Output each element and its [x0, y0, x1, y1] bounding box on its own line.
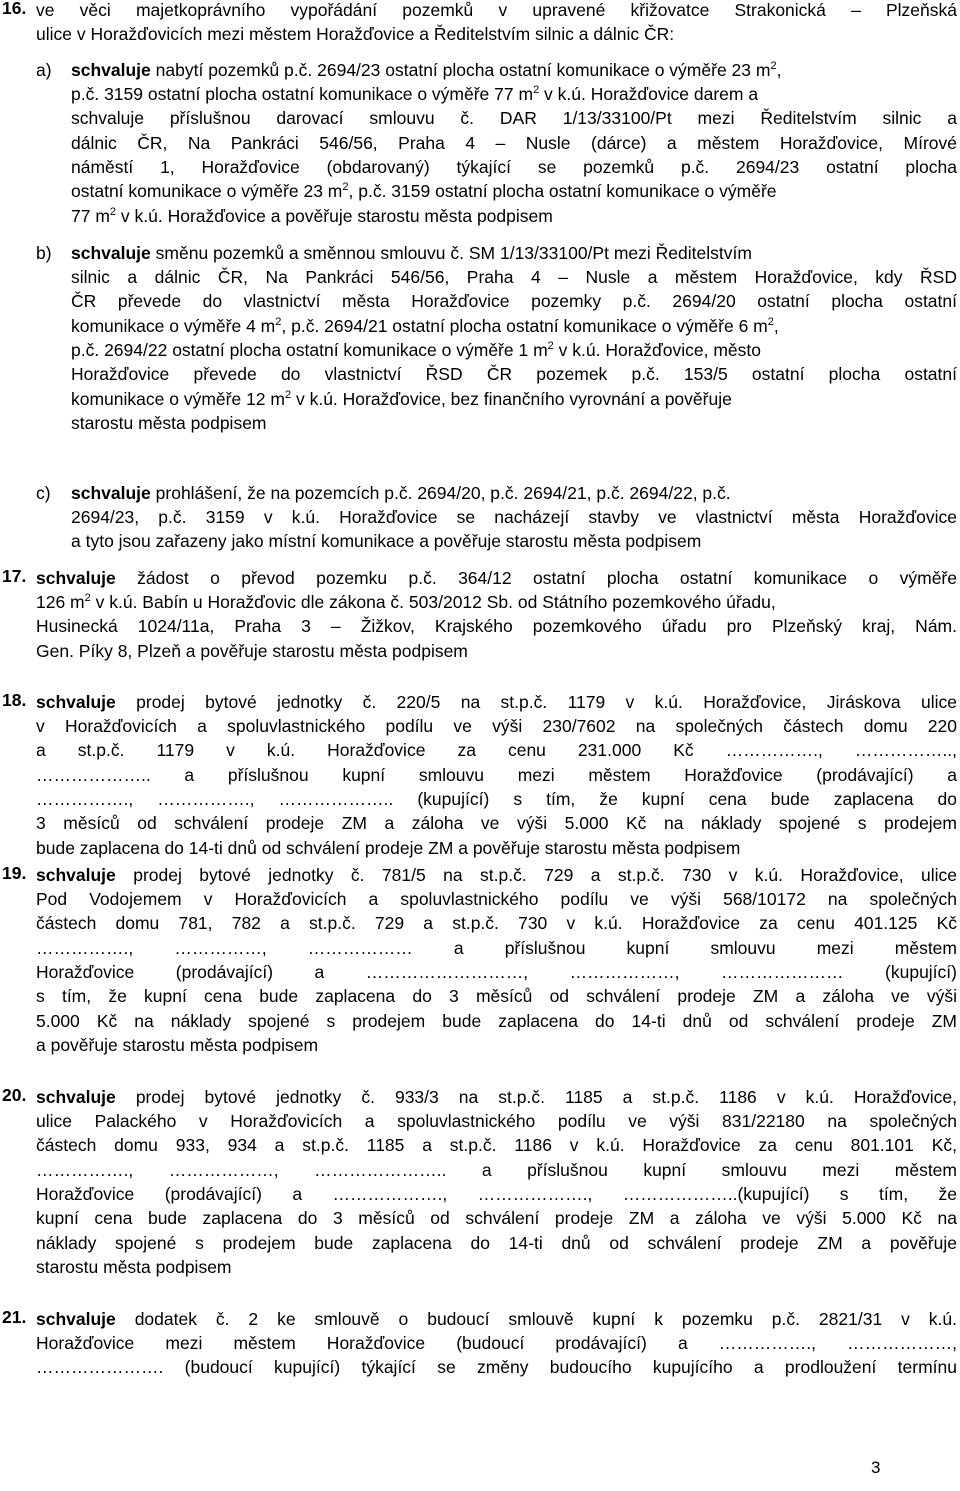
- item-text-line: starostu města podpisem: [36, 1257, 232, 1277]
- keyword-schvaluje: schvaluje: [71, 483, 151, 503]
- item-text-line: [36, 1307, 957, 1331]
- sub-item-label: a): [36, 60, 52, 80]
- text-span: v k.ú. Horažďovice a pověřuje starostu města podpisem: [116, 206, 553, 226]
- item-text-line: Horažďovice (prodávající) a ………………………, ………………, ………………… (kupující): [36, 962, 957, 982]
- item-text-line: ……………., ……………, ……………… a příslušnou kupní smlouvu mezi městem: [36, 938, 957, 958]
- item-text-line: Horažďovice (prodávající) a ………………., ………………., ………………..(kupující) s tím, že: [36, 1184, 957, 1204]
- keyword-schvaluje: schvaluje: [71, 243, 151, 263]
- superscript: 2: [284, 389, 292, 402]
- item-text-line: [36, 863, 957, 887]
- text-span: prodej bytové jednotky č. 220/5 na st.p.č. 1179 v k.ú. Horažďovice, Jiráskova ulice: [136, 692, 957, 712]
- item-text-line: a pověřuje starostu města podpisem: [36, 1035, 319, 1055]
- item-text-line: Husinecká 1024/11a, Praha 3 – Žižkov, Krajského pozemkového úřadu pro Plzeňský kraj, Nám.: [36, 616, 957, 636]
- item-text-line: částech domu 781, 782 a st.p.č. 729 a st.p.č. 730 v k.ú. Horažďovice za cenu 401.125 Kč: [36, 913, 957, 933]
- sub-item-b-line-7: [71, 387, 732, 411]
- item-number: 20.: [2, 1085, 27, 1105]
- item-text-line: …………………. (budoucí kupující) týkající se změny budoucího kupujícího a prodloužení termínu: [36, 1357, 957, 1377]
- sub-item-b-line-8: starostu města podpisem: [71, 413, 267, 433]
- keyword-schvaluje: schvaluje: [36, 692, 116, 712]
- text-span: prodej bytové jednotky č. 933/3 na st.p.č. 1185 a st.p.č. 1186 v k.ú. Horažďovice,: [135, 1087, 957, 1107]
- item-text-line: 3 měsíců od schválení prodeje ZM a záloha ve výši 5.000 Kč na náklady spojené s prodejem: [36, 813, 957, 833]
- text-span: žádost o převod pozemku p.č. 364/12 ostatní plocha ostatní komunikace o výměře: [137, 568, 957, 588]
- sub-item-b-line-3: ČR převede do vlastnictví města Horažďovice pozemky p.č. 2694/20 ostatní plocha ostatní: [71, 291, 957, 311]
- item-text-line: v Horažďovicích a spoluvlastnického podílu ve výši 230/7602 na společných částech domu 220: [36, 716, 957, 736]
- text-span: 126 m: [36, 592, 85, 612]
- superscript: 2: [767, 316, 774, 329]
- superscript: 2: [275, 316, 282, 329]
- sub-item-a-line-7: [71, 204, 553, 228]
- item-text-line: ……………., ………………, ………………….. a příslušnou kupní smlouvu mezi městem: [36, 1160, 957, 1180]
- sub-item-b-line-4: [71, 314, 779, 338]
- text-span: komunikace o výměře 12 m: [71, 389, 285, 409]
- page-number: 3: [871, 1458, 881, 1477]
- item-text-line: [36, 1085, 957, 1109]
- item-number: 17.: [2, 566, 27, 586]
- text-span: , p.č. 2694/21 ostatní plocha ostatní komunikace o výměře 6 m: [281, 316, 768, 336]
- item-number: 16.: [2, 0, 27, 18]
- sub-item-b-line-1: [71, 241, 752, 265]
- sub-item-a-line-3: schvaluje příslušnou darovací smlouvu č. DAR 1/13/33100/Pt mezi Ředitelstvím silnic a: [71, 108, 957, 128]
- sub-item-c-line-2: 2694/23, p.č. 3159 v k.ú. Horažďovice se nacházejí stavby ve vlastnictví města Horažďovice: [71, 507, 957, 527]
- item-text-line: náklady spojené s prodejem bude zaplacena do 14-ti dnů od schválení prodeje ZM a pověřuje: [36, 1233, 957, 1253]
- item-text-line: ulice Palackého v Horažďovicích a spoluvlastnického podílu ve výši 831/22180 na společných: [36, 1111, 957, 1131]
- superscript: 2: [547, 340, 554, 353]
- item-text-line: [36, 566, 957, 590]
- item-text-line: Horažďovice mezi městem Horažďovice (budoucí prodávající) a ……………., ………………,: [36, 1333, 957, 1353]
- text-span: p.č. 2694/22 ostatní plocha ostatní komunikace o výměře 1 m: [71, 340, 548, 360]
- item-number: 18.: [2, 690, 27, 710]
- sub-item-a-line-1: [71, 58, 957, 82]
- sub-item-b-line-5: [71, 338, 761, 362]
- keyword-schvaluje: schvaluje: [36, 1309, 116, 1329]
- item-text-line: bude zaplacena do 14-ti dnů od schválení prodeje ZM a pověřuje starostu města podpisem: [36, 838, 741, 858]
- item-text-line: Gen. Píky 8, Plzeň a pověřuje starostu města podpisem: [36, 641, 468, 661]
- text-span: dodatek č. 2 ke smlouvě o budoucí smlouvě kupní k pozemku p.č. 2821/31 v k.ú.: [134, 1309, 957, 1329]
- keyword-schvaluje: schvaluje: [36, 1087, 116, 1107]
- keyword-schvaluje: schvaluje: [36, 865, 116, 885]
- superscript: 2: [770, 60, 777, 73]
- keyword-schvaluje: schvaluje: [36, 568, 116, 588]
- text-span: v k.ú. Horažďovice darem a: [539, 84, 759, 104]
- text-span: komunikace o výměře 4 m: [71, 316, 276, 336]
- text-span: p.č. 3159 ostatní plocha ostatní komunikace o výměře 77 m: [71, 84, 534, 104]
- item-text-line: a st.p.č. 1179 v k.ú. Horažďovice za cenu 231.000 Kč ……………., ……………..,: [36, 740, 957, 760]
- item-text-line: 5.000 Kč na náklady spojené s prodejem bude zaplacena do 14-ti dnů od schválení prodeje ZM: [36, 1011, 957, 1031]
- item-text-line: [36, 590, 776, 614]
- sub-item-b-line-6: Horažďovice převede do vlastnictví ŘSD ČR pozemek p.č. 153/5 ostatní plocha ostatní: [71, 364, 957, 384]
- item-text-line: s tím, že kupní cena bude zaplacena do 3 měsíců od schválení prodeje ZM a záloha ve výši: [36, 986, 957, 1006]
- text-span: prohlášení, že na pozemcích p.č. 2694/20, p.č. 2694/21, p.č. 2694/22, p.č.: [155, 483, 731, 503]
- item-text-line: Pod Vodojemem v Horažďovicích a spoluvlastnického podílu ve výši 568/10172 na společných: [36, 889, 957, 909]
- text-span: ostatní komunikace o výměře 23 m: [71, 181, 343, 201]
- sub-item-b-line-2: silnic a dálnic ČR, Na Pankráci 546/56, Praha 4 – Nusle a městem Horažďovice, kdy ŘSD: [71, 267, 957, 287]
- superscript: 2: [533, 84, 540, 97]
- item-text-line: částech domu 933, 934 a st.p.č. 1185 a st.p.č. 1186 v k.ú. Horažďovice za cenu 801.101 Kč,: [36, 1135, 957, 1155]
- item-number: 19.: [2, 863, 27, 883]
- text-span: nabytí pozemků p.č. 2694/23 ostatní plocha ostatní komunikace o výměře 23 m: [155, 60, 771, 80]
- text-span: prodej bytové jednotky č. 781/5 na st.p.č. 729 a st.p.č. 730 v k.ú. Horažďovice, ulice: [133, 865, 957, 885]
- sub-item-label: b): [36, 243, 52, 263]
- item-text-line: ……………., ……………., ……………….. (kupující) s tím, že kupní cena bude zaplacena do: [36, 789, 957, 809]
- sub-item-c-line-1: [71, 481, 731, 505]
- item-text-line: ……………….. a příslušnou kupní smlouvu mezi městem Horažďovice (prodávající) a: [36, 765, 957, 785]
- text-span: v k.ú. Horažďovice, město: [553, 340, 761, 360]
- keyword-schvaluje: schvaluje: [71, 60, 151, 80]
- superscript: 2: [342, 181, 349, 194]
- superscript: 2: [109, 206, 117, 219]
- sub-item-c-line-3: a tyto jsou zařazeny jako místní komunikace a pověřuje starostu města podpisem: [71, 531, 702, 551]
- item-text-line: kupní cena bude zaplacena do 3 měsíců od schválení prodeje ZM a záloha ve výši 5.000 Kč na: [36, 1208, 957, 1228]
- item-text-line: ulice v Horažďovicích mezi městem Horažďovice a Ředitelstvím silnic a dálnic ČR:: [36, 24, 675, 44]
- item-text-line: [36, 690, 957, 714]
- text-span: ,: [773, 316, 779, 336]
- text-span: v k.ú. Horažďovice, bez finančního vyrovnání a pověřuje: [291, 389, 732, 409]
- text-span: , p.č. 3159 ostatní plocha ostatní komunikace o výměře: [348, 181, 777, 201]
- sub-item-a-line-4: dálnic ČR, Na Pankráci 546/56, Praha 4 – Nusle (dárce) a městem Horažďovice, Mírové: [71, 133, 957, 153]
- sub-item-a-line-5: náměstí 1, Horažďovice (obdarovaný) týkající se pozemků p.č. 2694/23 ostatní plocha: [71, 157, 957, 177]
- text-span: ,: [776, 60, 782, 80]
- text-span: 77 m: [71, 206, 110, 226]
- superscript: 2: [84, 592, 91, 605]
- item-text-line: ve věci majetkoprávního vypořádání pozemků v upravené křižovatce Strakonická – Plzeňská: [36, 0, 957, 20]
- text-span: směnu pozemků a směnnou smlouvu č. SM 1/13/33100/Pt mezi Ředitelstvím: [155, 243, 752, 263]
- sub-item-a-line-6: [71, 179, 777, 203]
- sub-item-a-line-2: [71, 82, 758, 106]
- text-span: v k.ú. Babín u Horažďovic dle zákona č. 503/2012 Sb. od Státního pozemkového úřadu,: [90, 592, 776, 612]
- sub-item-label: c): [36, 483, 51, 503]
- item-number: 21.: [2, 1307, 27, 1327]
